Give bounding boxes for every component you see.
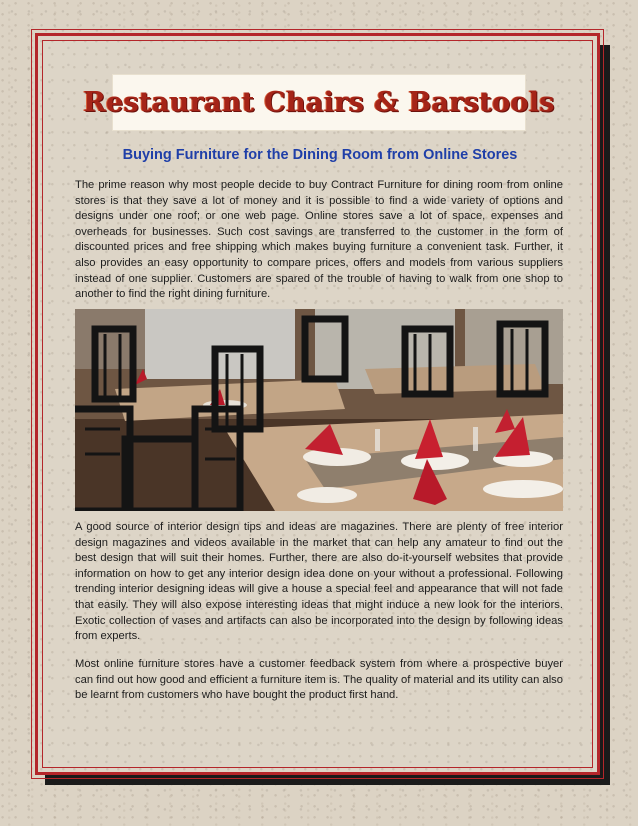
paragraph-2: A good source of interior design tips and ideas are magazines. There are plenty of free interior design magazines and videos available in the market that can help any amateur to find out the best design that will suit their homes. Further, there are also do-it-yourself websites that provide information on how to get any interior design idea done on your without a professional. Following trending interior designing ideas will give a house a special feel and appearance that will not fade that easily. They will also expose interesting ideas that might induce a new look for the interiors. Exotic collection of vases and artifacts can also be incorporated into the design by following ideas from experts. (75, 521, 563, 643)
logo-banner (83, 74, 555, 131)
paragraph-3: Most online furniture stores have a customer feedback system from where a prospective buyer can find out how good and efficient a furniture item is. The quality of material and its utility can also be learnt from customers who have bought the product first hand. (75, 658, 563, 702)
dining-room-photo (75, 309, 563, 511)
article-title: Buying Furniture for the Dining Room from Online Stores (122, 147, 518, 163)
paragraph-1: The prime reason why most people decide to buy Contract Furniture for dining room from online stores is that they save a lot of money and it is possible to find a wide variety of options and designs under one roof; or one web page. Online stores save a lot of space, expenses and overheads for businesses. Such cost savings are transferred to the customer in the form of discounted prices and free shipping which makes buying furniture a convenient task. Further, it also provides an easy opportunity to compare prices, offers and models from various suppliers instead of one supplier. Customers are spared of the trouble of having to walk from one shop to another to find the right dining furniture. (75, 179, 563, 301)
logo-text: Restaurant Chairs & Barstools (83, 87, 555, 118)
